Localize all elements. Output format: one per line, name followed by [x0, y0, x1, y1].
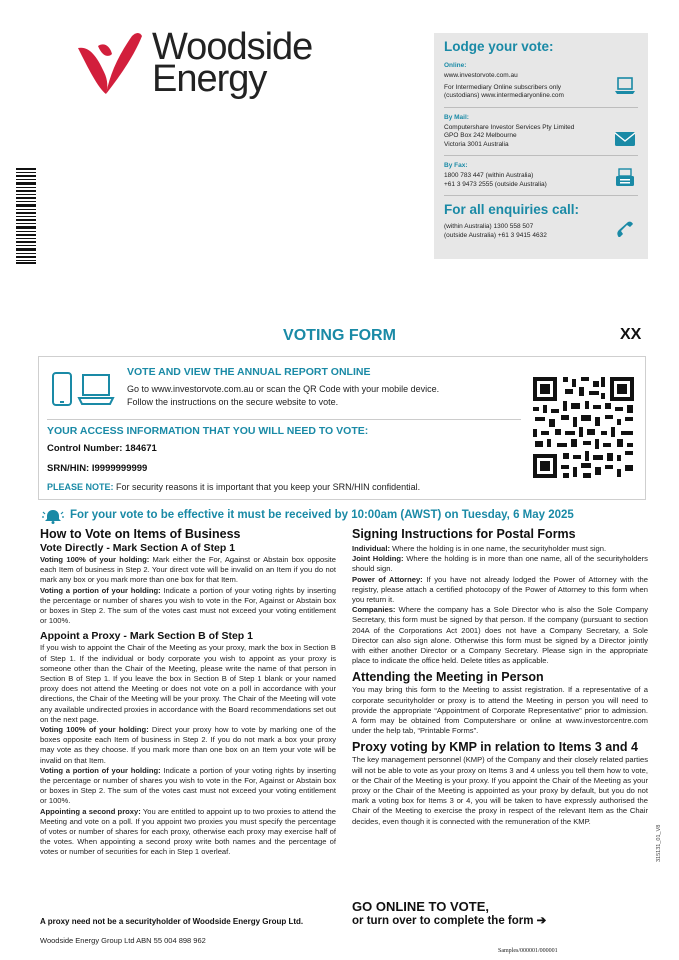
online-intermediary-1: For Intermediary Online subscribers only — [444, 83, 562, 91]
barcode — [16, 168, 36, 264]
form-code: XX — [620, 326, 642, 343]
how-to-vote-heading: How to Vote on Items of Business — [40, 527, 241, 541]
enquiries-title: For all enquiries call: — [444, 202, 580, 217]
joint-paragraph — [352, 554, 648, 574]
mail-line-2: GPO Box 242 Melbourne — [444, 132, 517, 139]
proxy-100-label: Voting 100% of your holding: — [40, 725, 149, 735]
srn-hin: SRN/HIN: I9999999999 — [47, 463, 148, 474]
divider — [47, 419, 521, 420]
access-info-box — [38, 356, 646, 500]
page-title: VOTING FORM — [283, 327, 396, 344]
direct-100-label: Voting 100% of your holding: — [40, 555, 150, 564]
individual-label: Individual: — [352, 544, 390, 553]
qr-code-icon[interactable] — [531, 375, 636, 480]
proxy-portion-paragraph — [40, 766, 336, 807]
company-abn: Woodside Energy Group Ltd ABN 55 004 898 962 — [40, 936, 206, 945]
attending-text: You may bring this form to the Meeting to assist registration. If a representative of a corporate securityholder or proxy is to attend the Meeting in person you will need to provide the appropriate “Appointment of Corporate Representative” prior to admission. A form may be obtained from Computershare or online at www.investorcentre.com under the help tab, “Printable Forms”. — [352, 685, 648, 736]
deadline-banner — [42, 509, 642, 525]
mail-line-1: Computershare Investor Services Pty Limited — [444, 123, 575, 131]
direct-100-paragraph — [40, 555, 336, 586]
woodside-logo-icon — [74, 28, 146, 96]
joint-text: Where the holding is in more than one name, all of the securityholders should sign. — [352, 554, 648, 574]
poa-text: If you have not already lodged the Power of Attorney with the registry, please attach a certified photocopy of the Power of Attorney to this form when you return it. — [352, 574, 648, 605]
appoint-proxy-text: If you wish to appoint the Chair of the Meeting as your proxy, mark the box in Section B of Step 1. If the individual or body corporate you wish to appoint as your proxy is someone other than the Chair of the Meeting, please write the name of that person in Section B of Step 1. If you leave the box in Section B of Step 1 blank or your named proxy does not attend the Meeting or does not vote on a poll in accordance with your directions, the Chair of the Meeting will be your proxy. The Chair of the Meeting will vote any available undirected proxies in accordance with the Board recommendations set out on the next page. — [40, 643, 336, 724]
direct-portion-label: Voting a portion of your holding: — [40, 585, 161, 595]
companies-text: Where the company has a Sole Director who is also the Sole Company Secretary, this form must be signed by that person. If the company (pursuant to section 204A of the Corporations Act 2001) does not have a Company Secretary, a Sole Director can also sign alone. Otherwise this form must be signed by a Director jointly with either another Director or a Company Secretary. Please sign in the appropriate place to indicate the office held. Delete titles as applicable. — [352, 605, 648, 666]
individual-text: Where the holding is in one name, the securityholder must sign. — [389, 544, 607, 553]
enquiries-outside: (outside Australia) +61 3 9415 4632 — [444, 231, 547, 239]
signing-heading: Signing Instructions for Postal Forms — [352, 527, 576, 541]
second-proxy-text: You are entitled to appoint up to two proxies to attend the Meeting and vote on a poll. If you appoint two proxies you must specify the percentage of votes or number of shares for each proxy, otherwise each proxy may exercise half of the votes. When appointing a second proxy write both names and the percentage of votes or number of securities for each in Step 1 overleaf. — [40, 806, 336, 857]
proxy-note: A proxy need not be a securityholder of Woodside Energy Group Ltd. — [40, 917, 304, 926]
lodge-mail-section — [444, 114, 638, 157]
direct-portion-text: Indicate a portion of your voting rights by inserting the percentage or number of shares you wish to vote in the For, Against or Abstain box or boxes in Step 2. The sum of the votes cast must not exceed your voting entitlement or 100%. — [40, 585, 336, 626]
deadline-text: For your vote to be effective it must be received by 10:00am (AWST) on Tuesday, 6 May 2025 — [70, 509, 574, 521]
vote-directly-heading: Vote Directly - Mark Section A of Step 1 — [40, 542, 236, 554]
vote-online-line-2: Follow the instructions on the secure website to vote. — [127, 397, 339, 407]
laptop-icon — [614, 76, 636, 96]
note-label: PLEASE NOTE: — [47, 482, 114, 492]
online-url[interactable]: www.investorvote.com.au — [444, 72, 518, 79]
kmp-text: The key management personnel (KMP) of the Company and their closely related parties will not be able to vote as your proxy on Items 3 and 4 unless you tell them how to vote, or the Chair of the Meeting is your proxy. If you appoint the Chair of the Meeting as your proxy or the Chair of the Meeting is appointed as your proxy by default, but you do not mark a voting box for Items 3 or 4, you will be taken to have expressly authorised the Chair of the Meeting to exercise the proxy in respect of the relevant Item as the Chair decides, even though it is connected with the remuneration of the KMP. — [352, 755, 648, 826]
right-column — [352, 527, 648, 827]
companies-paragraph — [352, 605, 648, 666]
kmp-heading: Proxy voting by KMP in relation to Items 3 and 4 — [352, 740, 638, 755]
lodge-enquiries-section — [444, 202, 638, 240]
lodge-title: Lodge your vote: — [444, 39, 554, 54]
turn-over-prompt: or turn over to complete the form ➔ — [352, 915, 547, 927]
access-info-title: YOUR ACCESS INFORMATION THAT YOU WILL NEED TO VOTE: — [47, 425, 369, 437]
fax-icon — [614, 168, 636, 188]
proxy-portion-label: Voting a portion of your holding: — [40, 765, 161, 775]
individual-paragraph — [352, 544, 648, 554]
direct-portion-paragraph — [40, 586, 336, 627]
lodge-fax-section — [444, 162, 638, 196]
sample-id: Samples/000001/000001 — [498, 948, 558, 954]
direct-100-text: Mark either the For, Against or Abstain box opposite each Item of business in Step 2. Your direct vote will be invalid on an Item if you do not mark any box or you mark more than one box for that Item. — [40, 555, 336, 585]
brand-line-1: Woodside — [152, 26, 313, 68]
note-text: For security reasons it is important that you keep your SRN/HIN confidential. — [113, 482, 421, 492]
enquiries-within: (within Australia) 1300 558 507 — [444, 223, 534, 230]
version-code: 315131_01_V8 — [656, 824, 662, 862]
proxy-100-paragraph — [40, 725, 336, 766]
poa-label: Power of Attorney: — [352, 574, 423, 584]
fax-label: By Fax: — [444, 162, 468, 169]
go-online-heading: GO ONLINE TO VOTE, — [352, 899, 489, 914]
security-note — [47, 482, 420, 492]
joint-label: Joint Holding: — [352, 554, 404, 564]
control-number: Control Number: 184671 — [47, 443, 157, 454]
vote-online-line-1: Go to www.investorvote.com.au or scan the QR Code with your mobile device. — [127, 384, 440, 394]
online-intermediary-2[interactable]: (custodians) www.intermediaryonline.com — [444, 92, 564, 99]
online-label: Online: — [444, 62, 467, 69]
vote-online-title: VOTE AND VIEW THE ANNUAL REPORT ONLINE — [127, 366, 371, 378]
appoint-proxy-heading: Appoint a Proxy - Mark Section B of Step 1 — [40, 630, 253, 643]
fax-line-1: 1800 783 447 (within Australia) — [444, 172, 534, 179]
proxy-portion-text: Indicate a portion of your voting rights by inserting the percentage or number of shares you wish to vote in the For, Against or Abstain box or boxes in Step 2. The sum of the votes cast must not exceed your voting entitlement or 100%. — [40, 765, 336, 806]
mail-label: By Mail: — [444, 113, 469, 121]
second-proxy-label: Appointing a second proxy: — [40, 806, 141, 816]
poa-paragraph — [352, 575, 648, 606]
fax-line-2: +61 3 9473 2555 (outside Australia) — [444, 180, 547, 188]
envelope-icon — [614, 128, 636, 148]
brand-line-2: Energy — [152, 58, 267, 100]
companies-label: Companies: — [352, 605, 396, 615]
mail-line-3: Victoria 3001 Australia — [444, 140, 509, 148]
phone-icon — [614, 220, 636, 240]
proxy-100-text: Direct your proxy how to vote by marking one of the boxes opposite each Item of business in Step 2. If you do not mark a box your proxy may vote as they choose. If you mark more than one box on an Item your vote will be invalid on that Item. — [40, 725, 336, 765]
second-proxy-paragraph — [40, 807, 336, 858]
left-column — [40, 527, 336, 858]
alarm-bell-icon — [42, 508, 64, 524]
lodge-online-section — [444, 62, 638, 108]
attending-heading: Attending the Meeting in Person — [352, 670, 544, 685]
barcode-icon — [16, 168, 36, 264]
mobile-laptop-icon — [51, 371, 115, 409]
company-logo — [74, 28, 314, 98]
lodge-vote-panel — [434, 33, 648, 259]
